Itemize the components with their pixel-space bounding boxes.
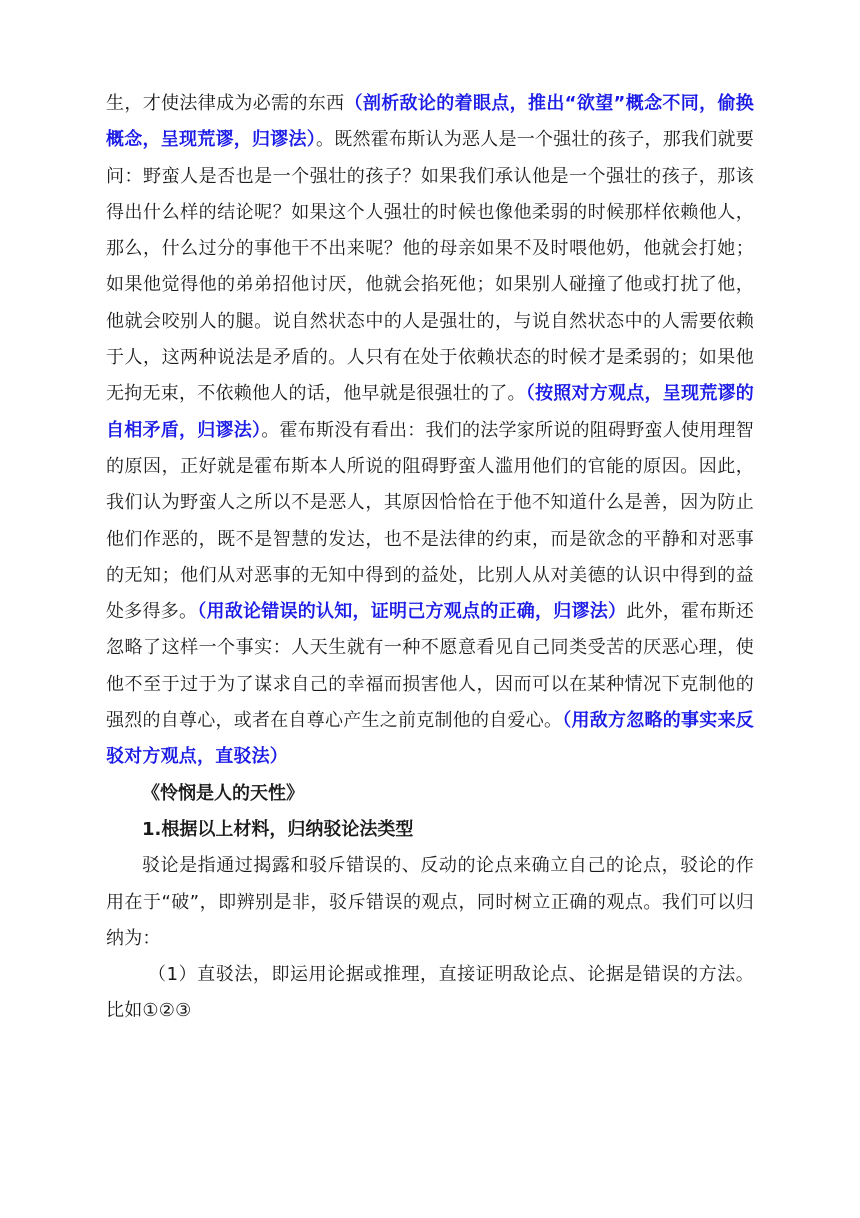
paragraph-text: 。霍布斯没有看出：我们的法学家所说的阻碍野蛮人使用理智的原因，正好就是霍布斯本人所说的阻碍野蛮人滥用他们的官能的原因。因此，我们认为野蛮人之所以不是恶人，其原因恰恰在于他不知道什么是善，因为防止他们作恶的，既不是智慧的发达，也不是法律的约束，而是欲念的平静和对恶事的无知；他们从对恶事的无知中得到的益处，比别人从对美德的认识中得到的益处多得多。: [106, 419, 754, 623]
paragraph-text: 。既然霍布斯认为恶人是一个强壮的孩子，那我们就要问：野蛮人是否也是一个强壮的孩子？如果我们承认他是一个强壮的孩子，那该得出什么样的结论呢？如果这个人强壮的时候也像他柔弱的时候那样依赖他人，那么，什么过分的事他干不出来呢？他的母亲如果不及时喂他奶，他就会打她；如果他觉得他的弟弟招他讨厌，他就会掐死他；如果别人碰撞了他或打扰了他，他就会咬别人的腿。说自然状态中的人是强壮的，与说自然状态中的人需要依赖于人，这两种说法是矛盾的。人只有在处于依赖状态的时候才是柔弱的；如果他无拘无束，不依赖他人的话，他早就是很强壮的了。: [106, 129, 754, 405]
definition-paragraph: 驳论是指通过揭露和驳斥错误的、反动的论点来确立自己的论点，驳论的作用在于“破”，即辨别是非，驳斥错误的观点，同时树立正确的观点。我们可以归纳为：: [106, 855, 754, 949]
document-page: [106, 86, 754, 1030]
method-paragraph: （1）直驳法，即运用论据或推理，直接证明敌论点、论据是错误的方法。比如①②③: [106, 964, 754, 1022]
section-heading: 1.根据以上材料，归纳驳论法类型: [142, 818, 414, 840]
annotation-note: （用敌论错误的认知，证明己方观点的正确，归谬法）: [197, 601, 627, 623]
argument-paragraph: [106, 86, 754, 776]
annotation-note: （用敌方忽略的事实来反驳对方观点，直驳法）: [106, 710, 754, 768]
annotation-note: （按照对方观点，呈现荒谬的自相矛盾，归谬法）: [106, 383, 754, 441]
source-title: 《怜悯是人的天性》: [142, 782, 304, 804]
paragraph-text: 生，才使法律成为必需的东西: [106, 93, 345, 114]
annotation-note: （剖析敌论的着眼点，推出“欲望”概念不同，偷换概念，呈现荒谬，归谬法）: [106, 93, 754, 151]
paragraph-text: 此外，霍布斯还忽略了这样一个事实：人天生就有一种不愿意看见自己同类受苦的厌恶心理，使他不至于过于为了谋求自己的幸福而损害他人，因而可以在某种情况下克制他的强烈的自尊心，或者在自尊心产生之前克制他的自爱心。: [106, 601, 755, 732]
